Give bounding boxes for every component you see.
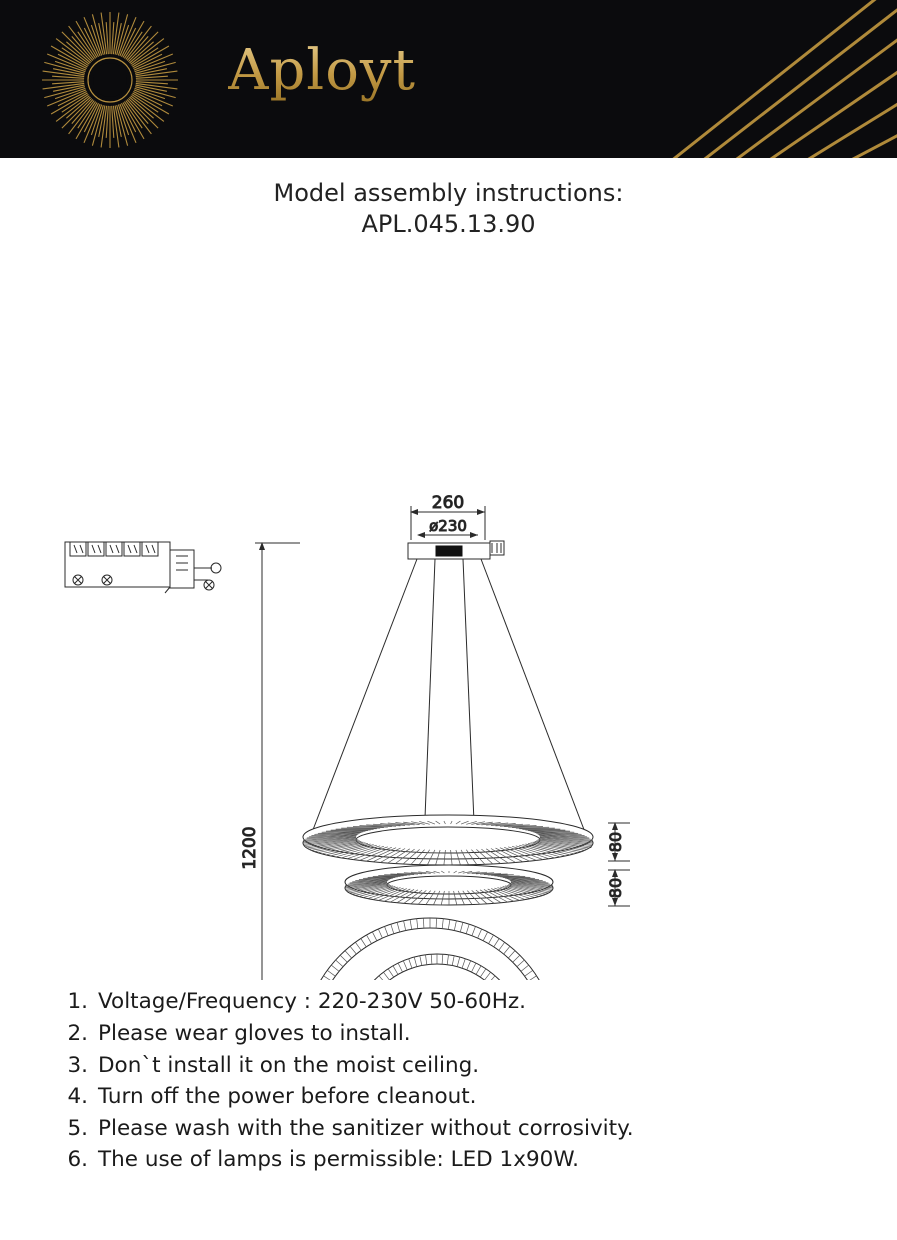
- note-text: Please wear gloves to install.: [98, 1020, 411, 1046]
- fan-rays-decoration-icon: [587, 0, 897, 158]
- list-item: [58, 1050, 897, 1082]
- canopy-drawing: [408, 541, 504, 559]
- note-number: 5.: [67, 1115, 88, 1141]
- list-item: [58, 1113, 897, 1145]
- assembly-drawing: [0, 240, 897, 980]
- note-text: Please wash with the sanitizer without corrosivity.: [98, 1115, 634, 1141]
- note-text: Turn off the power before cleanout.: [98, 1084, 477, 1110]
- note-number: 1.: [67, 989, 88, 1015]
- list-item: [58, 1018, 897, 1050]
- brand-wordmark: Aployt: [228, 38, 417, 103]
- note-text: Don`t install it on the moist ceiling.: [98, 1052, 480, 1078]
- note-number: 3.: [67, 1052, 88, 1078]
- label-260: 260: [431, 493, 465, 514]
- label-diameter-230: ø230: [429, 517, 467, 536]
- page-header: [0, 0, 897, 158]
- terminal-block-diagram-icon: [65, 542, 221, 593]
- note-number: 6.: [67, 1147, 88, 1173]
- sunburst-logo-icon: [38, 8, 182, 152]
- list-item: [58, 1144, 897, 1176]
- front-view-rings: [303, 918, 557, 980]
- title-line-1: Model assembly instructions:: [273, 179, 624, 207]
- label-1200: 1200: [240, 826, 260, 871]
- model-code: APL.045.13.90: [361, 210, 536, 239]
- top-ring-drawing: [303, 815, 593, 865]
- note-text: The use of lamps is permissible: LED 1x90W.: [98, 1147, 579, 1173]
- dimension-drop-height: [255, 540, 300, 980]
- instruction-notes: [0, 986, 897, 1176]
- note-number: 2.: [67, 1020, 88, 1046]
- label-80-bottom: 80: [606, 878, 625, 899]
- list-item: [58, 1081, 897, 1113]
- note-number: 4.: [67, 1084, 88, 1110]
- second-ring-drawing: [345, 865, 553, 905]
- label-80-top: 80: [606, 832, 625, 853]
- page-title: [0, 178, 897, 240]
- list-item: [58, 986, 897, 1018]
- note-text: Voltage/Frequency : 220-230V 50-60Hz.: [98, 989, 527, 1015]
